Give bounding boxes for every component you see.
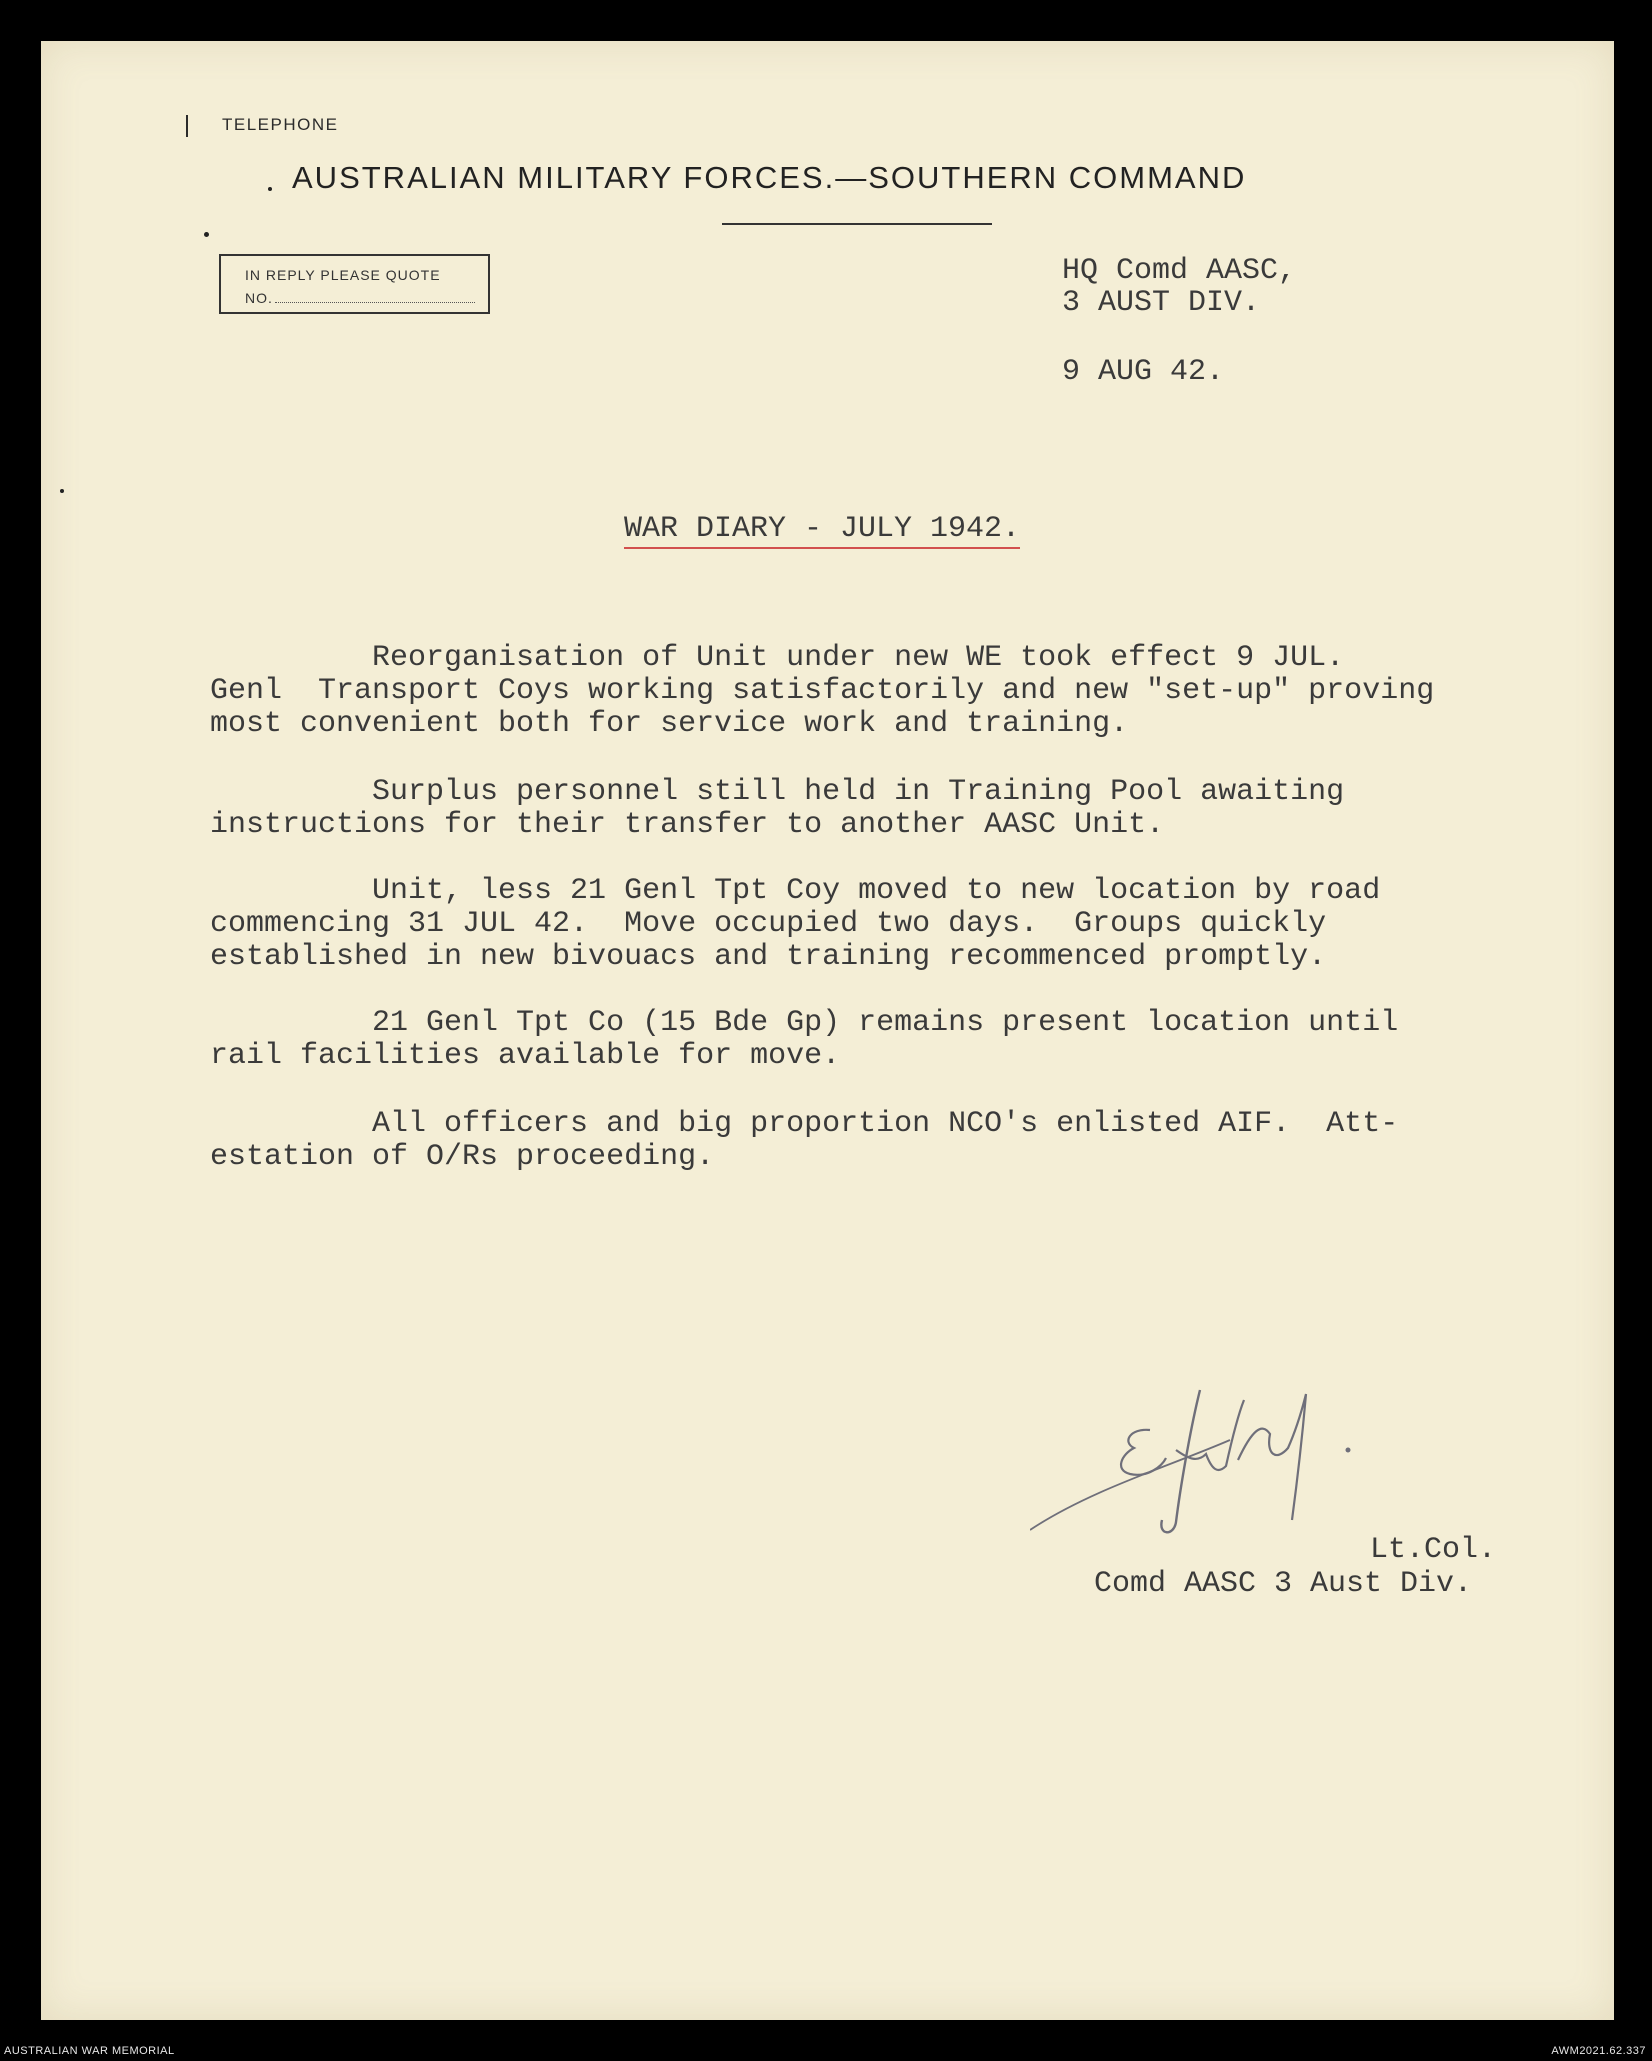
body-line: commencing 31 JUL 42. Move occupied two days. Groups quickly xyxy=(210,907,1327,941)
reply-box-dotted-line xyxy=(275,302,475,303)
body-line: estation of O/Rs proceeding. xyxy=(210,1140,715,1174)
body-line: Unit, less 21 Genl Tpt Coy moved to new location by road xyxy=(210,874,1381,908)
handwritten-signature xyxy=(1030,1370,1450,1540)
signatory-unit: Comd AASC 3 Aust Div. xyxy=(1094,1567,1473,1601)
reply-box-number-label: NO. xyxy=(245,290,273,306)
telephone-label: TELEPHONE xyxy=(222,115,339,134)
body-line: established in new bivouacs and training recommenced promptly. xyxy=(210,940,1327,974)
ink-dot-mark xyxy=(268,187,272,191)
sender-address-line-2: 3 AUST DIV. xyxy=(1062,286,1261,320)
ink-dot-mark xyxy=(204,232,209,237)
body-line: Genl Transport Coys working satisfactorily and new "set-up" proving xyxy=(210,674,1435,708)
letterhead-rule xyxy=(722,223,992,225)
body-line: rail facilities available for move. xyxy=(210,1039,841,1073)
archive-reference-number: AWM2021.62.337 xyxy=(1551,2045,1646,2057)
body-line: most convenient both for service work and training. xyxy=(210,707,1129,741)
body-line: instructions for their transfer to another AASC Unit. xyxy=(210,808,1165,842)
document-title: WAR DIARY - JULY 1942. xyxy=(624,512,1020,549)
reply-quote-box xyxy=(219,254,490,314)
margin-tick xyxy=(186,115,188,137)
reply-box-heading: IN REPLY PLEASE QUOTE xyxy=(245,267,441,283)
ink-dot-mark xyxy=(60,489,64,493)
body-line: Surplus personnel still held in Training Pool awaiting xyxy=(210,775,1345,809)
letterhead-title: AUSTRALIAN MILITARY FORCES.—SOUTHERN COMMAND xyxy=(292,160,1247,195)
archive-credit: AUSTRALIAN WAR MEMORIAL xyxy=(4,2045,175,2057)
signatory-rank: Lt.Col. xyxy=(1370,1533,1497,1567)
document-date: 9 AUG 42. xyxy=(1062,355,1225,389)
body-line: All officers and big proportion NCO's enlisted AIF. Att- xyxy=(210,1107,1399,1141)
sender-address-line-1: HQ Comd AASC, xyxy=(1062,254,1297,288)
body-line: Reorganisation of Unit under new WE took effect 9 JUL. xyxy=(210,641,1345,675)
body-line: 21 Genl Tpt Co (15 Bde Gp) remains present location until xyxy=(210,1006,1399,1040)
